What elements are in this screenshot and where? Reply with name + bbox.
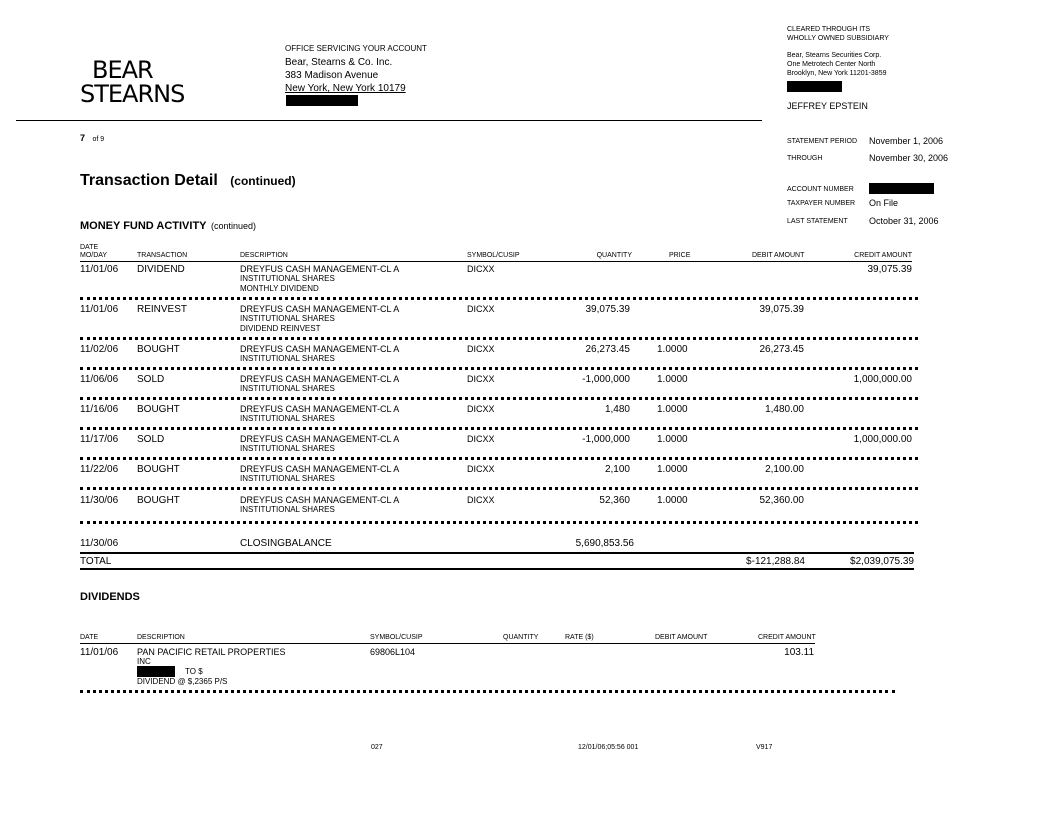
row-type: BOUGHT: [137, 464, 180, 475]
desc-line-1: DREYFUS CASH MANAGEMENT-CL A: [240, 464, 400, 474]
row-symbol: DICXX: [467, 434, 495, 444]
row-debit: 26,273.45: [759, 344, 804, 355]
row-debit: 2,100.00: [765, 464, 804, 475]
row-date: 11/16/06: [80, 404, 119, 415]
footer-code-2: V917: [756, 744, 773, 751]
row-price: 1.0000: [657, 434, 688, 445]
row-date: 11/02/06: [80, 344, 119, 355]
row-type: SOLD: [137, 374, 165, 385]
office-heading: OFFICE SERVICING YOUR ACCOUNT: [285, 44, 427, 53]
row-quantity: -1,000,000: [582, 374, 630, 385]
desc-line-3: MONTHLY DIVIDEND: [240, 284, 319, 293]
page-number: [80, 128, 104, 146]
div-row-date: 11/01/06: [80, 647, 119, 658]
div-row-desc-2: INC: [137, 657, 151, 666]
desc-line-2: INSTITUTIONAL SHARES: [240, 274, 335, 283]
row-type: DIVIDEND: [137, 264, 185, 275]
row-quantity: 52,360: [599, 495, 630, 506]
row-symbol: DICXX: [467, 495, 495, 505]
row-type: SOLD: [137, 434, 165, 445]
row-debit: 1,480.00: [765, 404, 804, 415]
closing-date: 11/30/06: [80, 538, 119, 549]
redaction-box: [286, 95, 358, 106]
row-quantity: 26,273.45: [585, 344, 630, 355]
closing-label: CLOSINGBALANCE: [240, 538, 332, 549]
desc-line-2: INSTITUTIONAL SHARES: [240, 384, 335, 393]
row-type: BOUGHT: [137, 495, 180, 506]
redaction-box: [137, 666, 175, 677]
row-symbol: DICXX: [467, 264, 495, 274]
row-date: 11/01/06: [80, 304, 119, 315]
col-credit: CREDIT AMOUNT: [854, 252, 912, 259]
office-street: 383 Madison Avenue: [285, 70, 379, 81]
row-description: [240, 344, 399, 364]
dividends-heading: DIVIDENDS: [80, 591, 140, 603]
col-symbol: SYMBOL/CUSIP: [467, 252, 520, 259]
row-divider: [80, 297, 918, 300]
closing-quantity: 5,690,853.56: [575, 538, 634, 549]
div-row-divider: [80, 690, 895, 693]
col-debit: DEBIT AMOUNT: [752, 252, 805, 259]
footer-timestamp: 12/01/06;05:56 001: [578, 744, 639, 751]
row-description: [240, 374, 399, 394]
desc-line-1: DREYFUS CASH MANAGEMENT-CL A: [240, 374, 400, 384]
row-type: REINVEST: [137, 304, 188, 315]
header-underline: [80, 261, 912, 262]
row-date: 11/30/06: [80, 495, 119, 506]
logo-line-1: BEAR: [92, 56, 153, 84]
row-price: 1.0000: [657, 404, 688, 415]
footer-code-1: 027: [371, 744, 383, 751]
clearing-line-1: CLEARED THROUGH ITS: [787, 26, 871, 33]
row-divider: [80, 427, 918, 430]
clearing-name: Bear, Stearns Securities Corp.: [787, 52, 882, 59]
taxpayer-value: On File: [869, 198, 899, 208]
row-divider: [80, 487, 918, 490]
total-rule-bottom: [80, 568, 914, 570]
row-date: 11/01/06: [80, 264, 119, 275]
div-header-underline: [80, 643, 815, 644]
desc-line-2: INSTITUTIONAL SHARES: [240, 474, 335, 483]
money-fund-title: MONEY FUND ACTIVITY: [80, 220, 207, 232]
row-date: 11/22/06: [80, 464, 119, 475]
row-divider: [80, 367, 918, 370]
desc-line-1: DREYFUS CASH MANAGEMENT-CL A: [240, 264, 400, 274]
row-quantity: 1,480: [604, 404, 630, 415]
div-row-desc-1: PAN PACIFIC RETAIL PROPERTIES: [137, 647, 286, 657]
title-sub: (continued): [230, 174, 296, 188]
logo-line-2: STEARNS: [80, 80, 185, 108]
redaction-box: [787, 81, 842, 92]
period-value: November 1, 2006: [869, 136, 944, 146]
redaction-box: [869, 183, 934, 194]
clearing-line-2: WHOLLY OWNED SUBSIDIARY: [787, 35, 889, 42]
through-label: THROUGH: [787, 155, 823, 162]
row-price: 1.0000: [657, 344, 688, 355]
desc-line-2: INSTITUTIONAL SHARES: [240, 444, 335, 453]
row-type: BOUGHT: [137, 404, 180, 415]
office-city: New York, New York 10179: [285, 83, 406, 94]
div-col-quantity: QUANTITY: [503, 634, 539, 641]
last-statement-value: October 31, 2006: [869, 216, 939, 226]
bear-stearns-logo: [80, 58, 198, 110]
clearing-street: One Metrotech Center North: [787, 61, 876, 68]
row-credit: 39,075.39: [867, 264, 912, 275]
desc-line-1: DREYFUS CASH MANAGEMENT-CL A: [240, 344, 400, 354]
div-col-date: DATE: [80, 634, 99, 641]
table-row: [80, 495, 920, 535]
div-col-description: DESCRIPTION: [137, 634, 185, 641]
row-description: [240, 264, 399, 294]
desc-line-2: INSTITUTIONAL SHARES: [240, 314, 335, 323]
row-quantity: 2,100: [604, 464, 630, 475]
row-price: 1.0000: [657, 374, 688, 385]
row-divider: [80, 337, 918, 340]
page-total: of 9: [92, 136, 105, 143]
row-divider: [80, 457, 918, 460]
row-type: BOUGHT: [137, 344, 180, 355]
page-current: 7: [80, 133, 86, 143]
row-symbol: DICXX: [467, 374, 495, 384]
row-description: [240, 434, 399, 454]
account-number-label: ACCOUNT NUMBER: [787, 186, 854, 193]
col-date-top: DATE: [80, 244, 99, 251]
header-rule: [16, 120, 762, 121]
money-fund-sub: (continued): [210, 221, 256, 231]
row-price: 1.0000: [657, 495, 688, 506]
row-quantity: 39,075.39: [585, 304, 630, 315]
money-fund-heading: [80, 216, 256, 234]
total-rule-top: [80, 552, 914, 554]
div-row-desc-4: DIVIDEND @ $,2365 P/S: [137, 677, 228, 686]
desc-line-1: DREYFUS CASH MANAGEMENT-CL A: [240, 304, 400, 314]
total-debit: $-121,288.84: [746, 556, 805, 567]
col-transaction: TRANSACTION: [137, 252, 188, 259]
row-description: [240, 404, 399, 424]
row-divider: [80, 397, 918, 400]
row-description: [240, 495, 399, 515]
row-credit: 1,000,000.00: [853, 434, 912, 445]
row-credit: 1,000,000.00: [853, 374, 912, 385]
desc-line-1: DREYFUS CASH MANAGEMENT-CL A: [240, 404, 400, 414]
row-symbol: DICXX: [467, 304, 495, 314]
div-col-credit: CREDIT AMOUNT: [758, 634, 816, 641]
div-row-credit: 103.11: [784, 647, 814, 658]
row-debit: 39,075.39: [759, 304, 804, 315]
row-quantity: -1,000,000: [582, 434, 630, 445]
taxpayer-label: TAXPAYER NUMBER: [787, 200, 856, 207]
desc-line-1: DREYFUS CASH MANAGEMENT-CL A: [240, 495, 400, 505]
row-symbol: DICXX: [467, 404, 495, 414]
desc-line-2: INSTITUTIONAL SHARES: [240, 354, 335, 363]
div-row-symbol: 69806L104: [370, 647, 416, 657]
row-description: [240, 464, 399, 484]
desc-line-3: DIVIDEND REINVEST: [240, 324, 321, 333]
title-main: Transaction Detail: [80, 172, 218, 189]
last-statement-label: LAST STATEMENT: [787, 218, 848, 225]
div-col-symbol: SYMBOL/CUSIP: [370, 634, 423, 641]
desc-line-1: DREYFUS CASH MANAGEMENT-CL A: [240, 434, 400, 444]
row-date: 11/17/06: [80, 434, 119, 445]
total-label: TOTAL: [80, 556, 112, 567]
row-price: 1.0000: [657, 464, 688, 475]
col-date: MO/DAY: [80, 252, 108, 259]
office-name: Bear, Stearns & Co. Inc.: [285, 57, 393, 68]
col-price: PRICE: [669, 252, 691, 259]
div-col-rate: RATE ($): [565, 634, 594, 641]
account-holder: JEFFREY EPSTEIN: [787, 101, 868, 111]
clearing-city: Brooklyn, New York 11201-3859: [787, 70, 887, 77]
total-credit: $2,039,075.39: [850, 556, 914, 567]
div-col-debit: DEBIT AMOUNT: [655, 634, 708, 641]
col-quantity: QUANTITY: [596, 252, 632, 259]
row-debit: 52,360.00: [759, 495, 804, 506]
desc-line-2: INSTITUTIONAL SHARES: [240, 505, 335, 514]
desc-line-2: INSTITUTIONAL SHARES: [240, 414, 335, 423]
row-date: 11/06/06: [80, 374, 119, 385]
row-divider: [80, 521, 918, 524]
row-description: [240, 304, 399, 334]
col-description: DESCRIPTION: [240, 252, 288, 259]
row-symbol: DICXX: [467, 464, 495, 474]
through-value: November 30, 2006: [869, 153, 949, 163]
page-title: [80, 172, 296, 190]
row-symbol: DICXX: [467, 344, 495, 354]
period-label: STATEMENT PERIOD: [787, 138, 858, 145]
div-row-desc-3: TO $: [185, 667, 203, 676]
